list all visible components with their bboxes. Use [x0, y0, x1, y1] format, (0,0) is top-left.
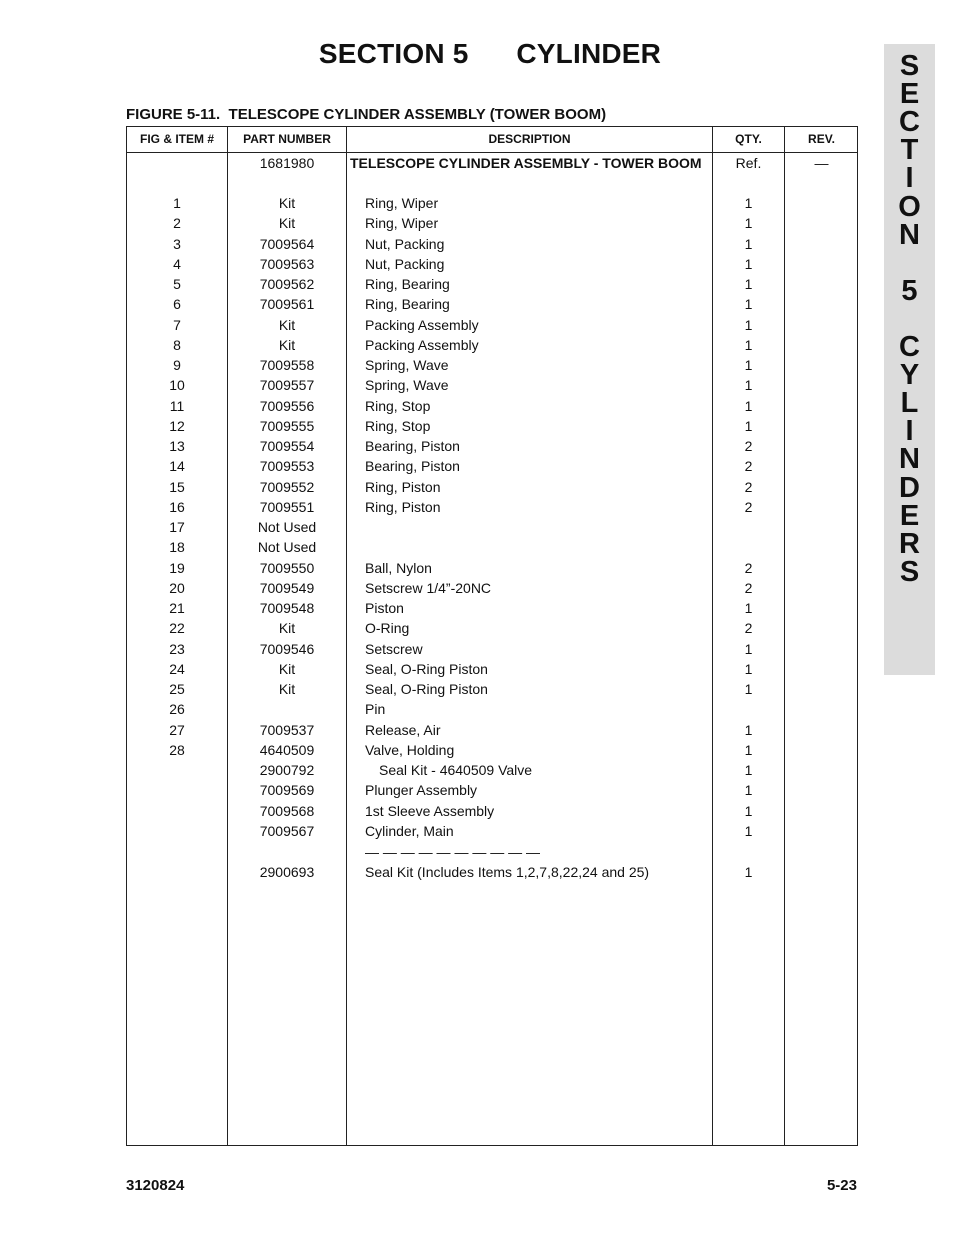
table-row — [127, 537, 857, 557]
description-cell: Valve, Holding — [365, 741, 455, 758]
part-number-cell: 2900792 — [259, 762, 315, 778]
fig-item-cell: 17 — [169, 519, 185, 535]
assembly-qty: Ref. — [735, 155, 762, 171]
fig-item-cell: 24 — [169, 660, 185, 677]
table-row — [127, 740, 857, 760]
description-cell: Seal, O-Ring Piston — [365, 660, 488, 677]
header-part-number: PART NUMBER — [243, 132, 331, 146]
table-row — [127, 335, 857, 355]
fig-item-cell: 12 — [169, 417, 185, 434]
table-row — [127, 780, 857, 800]
table-row — [127, 234, 857, 254]
table-row — [127, 274, 857, 294]
description-cell: Spring, Wave — [365, 377, 449, 394]
qty-cell: 1 — [744, 215, 753, 232]
description-cell: Plunger Assembly — [365, 782, 478, 799]
description-cell: Piston — [365, 600, 404, 616]
fig-item-cell: 14 — [169, 458, 185, 475]
part-number-cell: 7009568 — [259, 802, 315, 819]
fig-item-cell: 2 — [173, 215, 181, 232]
fig-item-cell: 16 — [169, 498, 185, 515]
table-row — [127, 578, 857, 598]
fig-item-cell: 7 — [173, 316, 181, 333]
part-number-cell: Not Used — [257, 539, 317, 556]
separator-row — [127, 842, 857, 862]
qty-cell: 1 — [744, 802, 753, 819]
side-tab-letter: R — [899, 527, 920, 560]
table-row — [127, 699, 857, 719]
description-cell: Nut, Packing — [365, 235, 445, 252]
qty-cell: 1 — [744, 377, 753, 394]
description-cell: Cylinder, Main — [365, 822, 454, 839]
fig-item-cell: 15 — [169, 478, 185, 495]
qty-cell: 1 — [744, 640, 753, 657]
qty-cell: 2 — [744, 559, 753, 576]
part-number-cell: 7009561 — [259, 296, 315, 313]
table-row — [127, 659, 857, 679]
side-tab-letter: E — [899, 78, 920, 111]
part-number-cell: 7009558 — [259, 357, 315, 373]
parts-table — [126, 126, 858, 1146]
part-number-cell: 7009557 — [259, 377, 315, 394]
part-number-cell: 7009550 — [259, 559, 315, 576]
fig-item-cell: 20 — [169, 579, 185, 596]
fig-item-cell: 25 — [169, 681, 185, 697]
description-cell: Ball, Nylon — [365, 559, 432, 576]
table-row — [127, 639, 857, 659]
part-number-cell: 7009567 — [259, 822, 315, 839]
side-tab-letter: N — [899, 218, 920, 251]
side-tab-letter: 5 — [901, 274, 918, 307]
header-description: DESCRIPTION — [488, 132, 571, 146]
description-cell: Release, Air — [365, 721, 441, 738]
table-row — [127, 477, 857, 497]
qty-cell: 1 — [744, 782, 753, 799]
fig-item-cell: 27 — [169, 721, 185, 738]
table-row — [127, 436, 857, 456]
side-tab-letter: Y — [899, 359, 920, 392]
qty-cell: 1 — [744, 336, 753, 353]
qty-cell: 1 — [744, 721, 753, 738]
description-cell: Ring, Wiper — [365, 215, 439, 232]
fig-item-cell: 22 — [169, 620, 185, 637]
side-tab-letter: I — [905, 162, 914, 195]
assembly-description: TELESCOPE CYLINDER ASSEMBLY - TOWER BOOM — [350, 155, 702, 171]
table-row — [127, 679, 857, 699]
description-cell: Seal, O-Ring Piston — [365, 681, 488, 697]
qty-cell: 1 — [744, 235, 753, 252]
table-row — [127, 456, 857, 476]
figure-caption: FIGURE 5-11. TELESCOPE CYLINDER ASSEMBLY (TOWER BOOM) — [126, 106, 607, 123]
table-row — [127, 558, 857, 578]
table-row — [127, 821, 857, 841]
part-number-cell: 7009553 — [259, 458, 315, 475]
part-number-cell: 7009552 — [259, 478, 315, 495]
side-tab-letter: I — [905, 415, 914, 448]
fig-item-cell: 8 — [173, 336, 181, 353]
fig-item-cell: 19 — [169, 559, 185, 576]
part-number-cell: 7009569 — [259, 782, 315, 799]
qty-cell: 1 — [744, 681, 753, 697]
table-row — [127, 760, 857, 780]
table-row — [127, 618, 857, 638]
section-side-tab — [884, 44, 935, 675]
description-cell: Ring, Bearing — [365, 296, 450, 313]
table-row — [127, 396, 857, 416]
qty-cell: 1 — [744, 255, 753, 272]
assembly-rev: — — [814, 155, 829, 171]
part-number-cell: 7009537 — [259, 721, 315, 738]
fig-item-cell: 4 — [173, 255, 181, 272]
side-tab-letter: L — [900, 387, 919, 420]
part-number-cell: 7009564 — [259, 235, 315, 252]
description-cell: Spring, Wave — [365, 357, 449, 373]
fig-item-cell: 10 — [169, 377, 185, 394]
description-cell: Ring, Piston — [365, 478, 441, 495]
table-row — [127, 598, 857, 618]
fig-item-cell: 5 — [173, 276, 181, 292]
side-tab-letter: O — [898, 190, 921, 223]
table-row — [127, 213, 857, 233]
qty-cell: 2 — [744, 438, 753, 454]
description-cell: Ring, Wiper — [365, 195, 439, 211]
fig-item-cell: 6 — [173, 296, 181, 313]
description-cell: Bearing, Piston — [365, 458, 460, 475]
part-number-cell: Kit — [278, 660, 296, 677]
part-number-cell: 7009548 — [259, 600, 315, 616]
side-tab-letter: N — [899, 443, 920, 476]
part-number-cell: Kit — [278, 195, 296, 211]
qty-cell: 2 — [744, 478, 753, 495]
separator-dashes: — — — — — — — — — — — [365, 844, 541, 860]
description-cell: Ring, Piston — [365, 498, 441, 515]
table-row — [127, 801, 857, 821]
qty-cell: 1 — [744, 276, 753, 292]
part-number-cell: Kit — [278, 620, 296, 637]
header-qty: QTY. — [735, 132, 762, 146]
side-tab-letter: S — [899, 50, 920, 82]
qty-cell: 1 — [744, 316, 753, 333]
description-cell: 1st Sleeve Assembly — [365, 802, 495, 819]
part-number-cell: 7009554 — [259, 438, 315, 454]
header-fig-item: FIG & ITEM # — [139, 132, 214, 146]
seal-kit-row — [127, 862, 857, 882]
table-row — [127, 294, 857, 314]
fig-item-cell: 11 — [169, 397, 185, 414]
description-cell: Setscrew 1/4”-20NC — [365, 579, 492, 596]
qty-cell: 1 — [744, 397, 753, 414]
side-tab-letter: E — [899, 499, 920, 532]
description-cell: Ring, Stop — [365, 417, 431, 434]
part-number-cell: 7009556 — [259, 397, 315, 414]
qty-cell: 2 — [744, 498, 753, 515]
part-number-cell: Kit — [278, 681, 296, 697]
qty-cell: 1 — [744, 741, 753, 758]
side-tab-letter: C — [899, 106, 920, 139]
fig-item-cell: 1 — [173, 195, 181, 211]
table-row — [127, 355, 857, 375]
table-row — [127, 193, 857, 213]
side-tab-letter: S — [899, 555, 920, 588]
table-row — [127, 517, 857, 537]
part-number-cell: Kit — [278, 215, 296, 232]
part-number-cell: 7009546 — [259, 640, 315, 657]
fig-item-cell: 23 — [169, 640, 185, 657]
qty-cell: 1 — [744, 660, 753, 677]
fig-item-cell: 28 — [169, 741, 185, 758]
qty-cell: 2 — [744, 579, 753, 596]
qty-cell: 1 — [744, 822, 753, 839]
document-number: 3120824 — [126, 1177, 185, 1194]
side-tab-letter: T — [900, 134, 919, 167]
fig-item-cell: 3 — [173, 235, 181, 252]
seal-kit-part-number: 2900693 — [259, 864, 315, 880]
description-cell: Packing Assembly — [365, 316, 479, 333]
description-cell: O-Ring — [365, 620, 410, 637]
part-number-cell: 7009551 — [259, 498, 315, 515]
part-number-cell: Not Used — [257, 519, 317, 535]
qty-cell: 1 — [744, 762, 753, 778]
part-number-cell: 7009555 — [259, 417, 315, 434]
part-number-cell: 7009563 — [259, 255, 315, 272]
qty-cell: 2 — [744, 458, 753, 475]
description-cell: Packing Assembly — [365, 336, 479, 353]
part-number-cell: Kit — [278, 316, 296, 333]
side-tab-letter: D — [899, 471, 920, 504]
table-row — [127, 375, 857, 395]
table-row — [127, 254, 857, 274]
fig-item-cell: 18 — [169, 539, 185, 556]
fig-item-cell: 26 — [169, 701, 185, 718]
part-number-cell: 4640509 — [259, 741, 315, 758]
qty-cell: 1 — [744, 600, 753, 616]
qty-cell: 1 — [744, 417, 753, 434]
side-tab-letter: C — [899, 331, 920, 363]
table-row — [127, 720, 857, 740]
fig-item-cell: 21 — [169, 600, 185, 616]
part-number-cell: Kit — [278, 336, 296, 353]
qty-cell: 1 — [744, 357, 753, 373]
table-row — [127, 416, 857, 436]
description-cell: Setscrew — [365, 640, 423, 657]
description-cell: Seal Kit - 4640509 Valve — [379, 762, 533, 778]
qty-cell: 1 — [744, 296, 753, 313]
header-rev: REV. — [808, 132, 835, 146]
part-number-cell: 7009549 — [259, 579, 315, 596]
assembly-title-row — [127, 153, 857, 173]
table-row — [127, 497, 857, 517]
qty-cell: 2 — [744, 620, 753, 637]
table-row — [127, 315, 857, 335]
assembly-part-number: 1681980 — [259, 155, 315, 171]
fig-item-cell: 9 — [173, 357, 181, 373]
part-number-cell: 7009562 — [259, 276, 315, 292]
page-number: 5-23 — [826, 1177, 857, 1194]
description-cell: Bearing, Piston — [365, 438, 460, 454]
section-title: SECTION 5 CYLINDER — [318, 38, 662, 69]
seal-kit-description: Seal Kit (Includes Items 1,2,7,8,22,24 and 25) — [365, 864, 650, 880]
qty-cell: 1 — [744, 195, 753, 211]
seal-kit-qty: 1 — [744, 864, 753, 880]
fig-item-cell: 13 — [169, 438, 185, 454]
description-cell: Nut, Packing — [365, 255, 445, 272]
description-cell: Ring, Stop — [365, 397, 431, 414]
description-cell: Pin — [365, 701, 386, 718]
description-cell: Ring, Bearing — [365, 276, 450, 292]
